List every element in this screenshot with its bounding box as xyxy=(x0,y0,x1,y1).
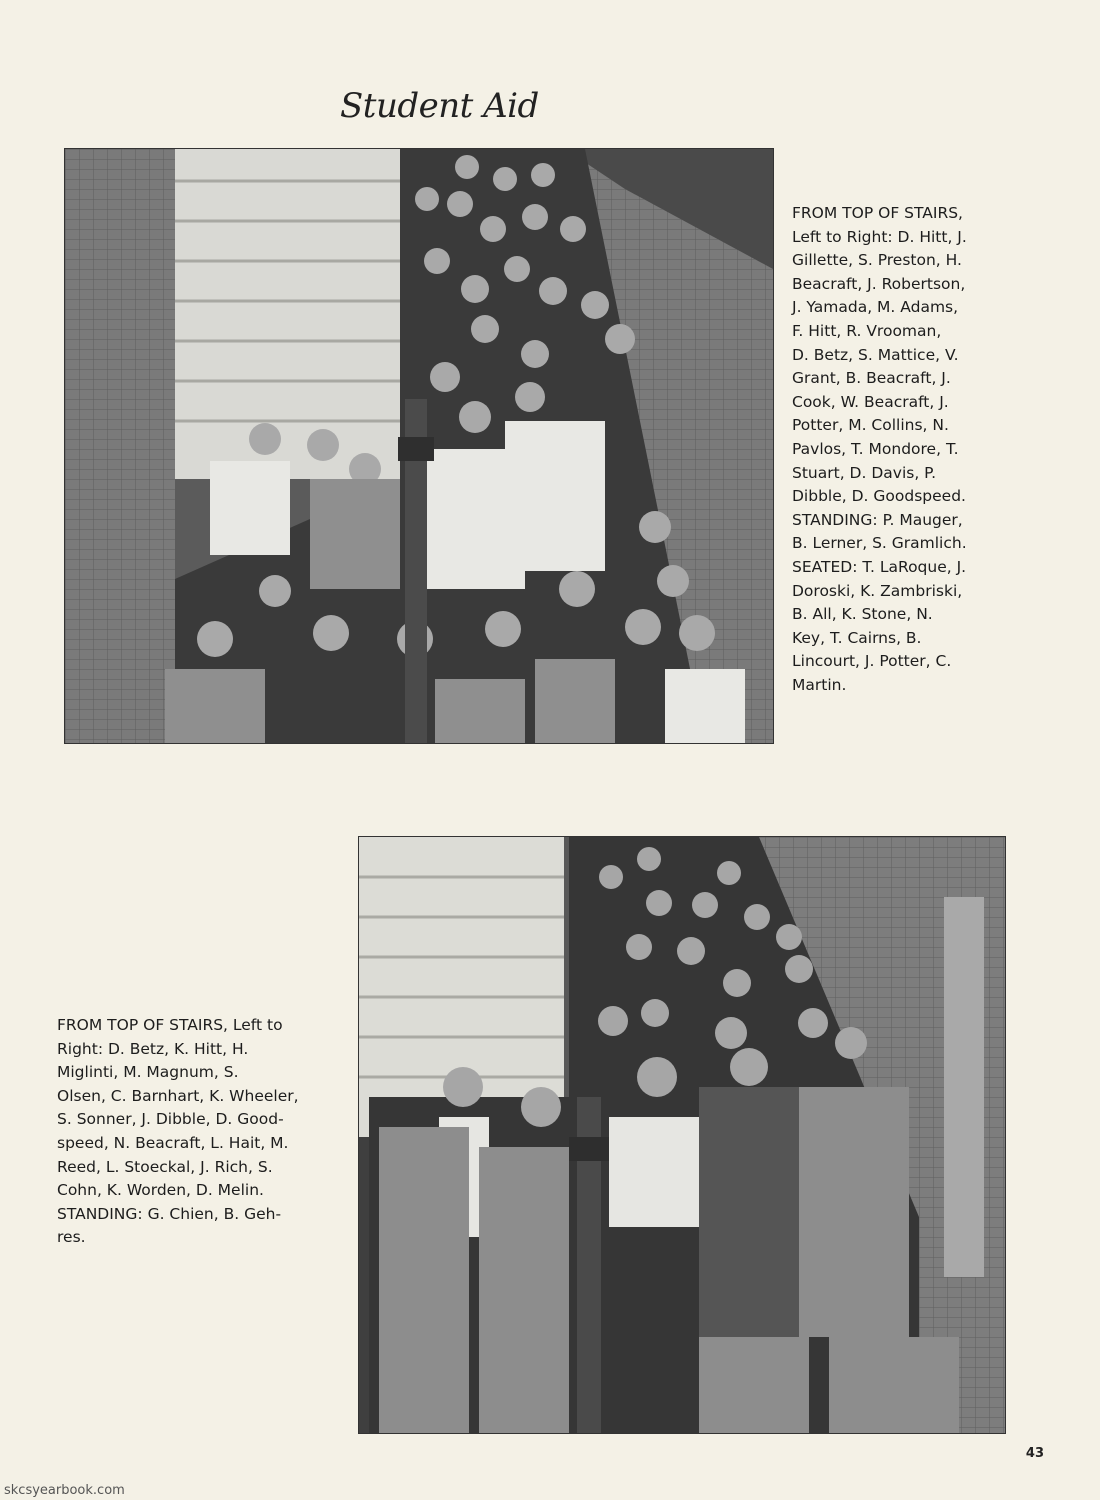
page-number: 43 xyxy=(1025,1446,1044,1461)
caption-bottom: FROM TOP OF STAIRS, Left to Right: D. Betz, K. Hitt, H. Miglinti, M. Magnum, S. Olsen, C. Barnhart, K. Wheeler, S. Sonner, J. Dibble, D. Good- speed, N. Beacraft, L. Hait, M. Reed, L. Stoeckal, J. Rich, S. Cohn, K. Worden, D. Melin. STANDING: G. Chien, B. Geh- res. xyxy=(57,1016,299,1247)
caption-top: FROM TOP OF STAIRS, Left to Right: D. Hitt, J. Gillette, S. Preston, H. Beacraft, J. Robertson, J. Yamada, M. Adams, F. Hitt, R. Vrooman, D. Betz, S. Mattice, V. Grant, B. Beacraft, J. Cook, W. Beacraft, J. Potter, M. Collins, N. Pavlos, T. Mondore, T. Stuart, D. Davis, P. Dibble, D. Goodspeed. STANDING: P. Mauger, B. Lerner, S. Gramlich. SEATED: T. LaRoque, J. Doroski, K. Zambriski, B. All, K. Stone, N. Key, T. Cairns, B. Lincourt, J. Potter, C. Martin. xyxy=(792,204,967,694)
group-photo-top xyxy=(64,148,774,744)
page-title: Student Aid xyxy=(340,86,539,126)
watermark: skcsyearbook.com xyxy=(4,1483,125,1498)
group-photo-bottom xyxy=(358,836,1006,1434)
